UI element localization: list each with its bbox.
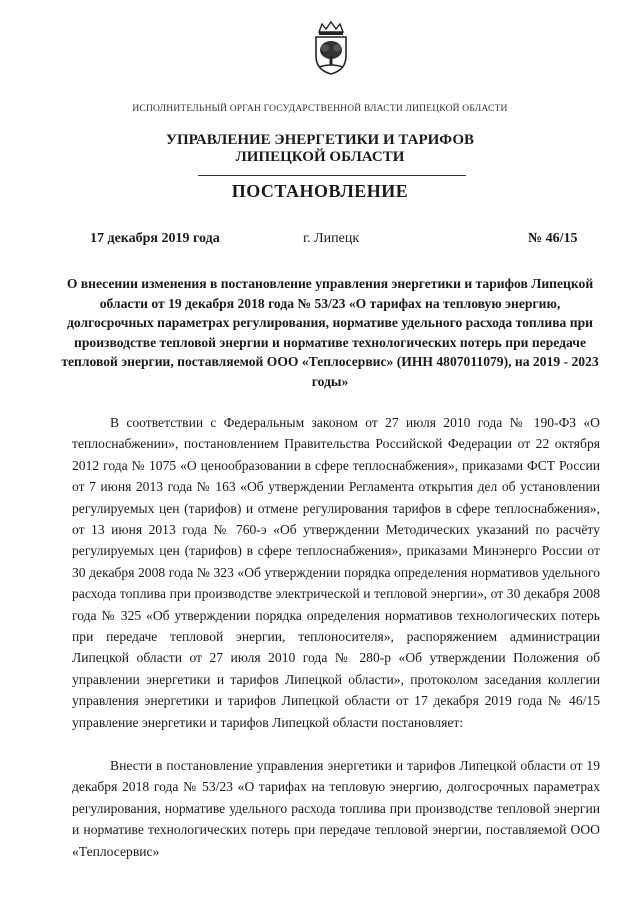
- department-name-line1: УПРАВЛЕНИЕ ЭНЕРГЕТИКИ И ТАРИФОВ: [165, 132, 475, 148]
- header-divider: [198, 175, 466, 176]
- document-title: О внесении изменения в постановление управления энергетики и тарифов Липецкой области от 19 декабря 2018 года № 53/23 «О тарифах на тепловую энергию, долгосрочных параметрах регулирования, нормативе удельного расхода топлива при производстве тепловой энергии и нормативе технологических потерь при передаче тепловой энергии, поставляемой ООО «Теплосервис» (ИНН 4807011079), на 2019 - 2023 годы»: [61, 276, 599, 389]
- body-paragraph: В соответствии с Федеральным законом от 27 июля 2010 года № 190-ФЗ «О теплоснабжении», постановлением Правительства Российской Федерации от 22 октября 2012 года № 1075 «О ценообразовании в сфере теплоснабжения», приказами ФСТ России от 7 июня 2013 года № 163 «Об утверждении Регламента открытия дел об установлении регулируемых цен (тарифов) и отмене регулирования тарифов в сфере теплоснабжения», от 13 июня 2013 года № 760-э «Об утверждении Методических указаний по расчёту регулируемых цен (тарифов) в сфере теплоснабжения», приказами Минэнерго России от 30 декабря 2008 года № 323 «Об утверждении порядка определения нормативов удельного расхода топлива при производстве электрической и тепловой энергии», от 30 декабря 2008 года № 325 «Об утверждении порядка определения нормативов технологических потерь при передаче тепловой энергии, теплоносителя», распоряжением администрации Липецкой области от 27 июля 2010 года № 280-р «Об утверждении Положения об управлении энергетики и тарифов Липецкой области», протоколом заседания коллегии управления энергетики и тарифов Липецкой области от 17 декабря 2019 года № 46/15 управление энергетики и тарифов Липецкой области постановляет:: [72, 415, 600, 730]
- issuing-authority: ИСПОЛНИТЕЛЬНЫЙ ОРГАН ГОСУДАРСТВЕННОЙ ВЛАСТИ ЛИПЕЦКОЙ ОБЛАСТИ: [132, 104, 508, 114]
- department-name-line2: ЛИПЕЦКОЙ ОБЛАСТИ: [235, 149, 405, 165]
- document-date: 17 декабря 2019 года: [90, 231, 220, 246]
- coat-of-arms-icon: [310, 20, 352, 76]
- department-name: [0, 132, 640, 166]
- body-paragraph: Внести в постановление управления энергетики и тарифов Липецкой области от 19 декабря 2018 года № 53/23 «О тарифах на тепловую энергию, долгосрочных параметрах регулирования, нормативе удельного расхода топлива при производстве тепловой энергии и нормативе технологических потерь при передаче тепловой энергии, поставляемой ООО «Теплосервис»: [72, 758, 600, 859]
- document-number: № 46/15: [528, 231, 578, 246]
- document-type: ПОСТАНОВЛЕНИЕ: [231, 181, 409, 201]
- document-city: г. Липецк: [303, 231, 360, 246]
